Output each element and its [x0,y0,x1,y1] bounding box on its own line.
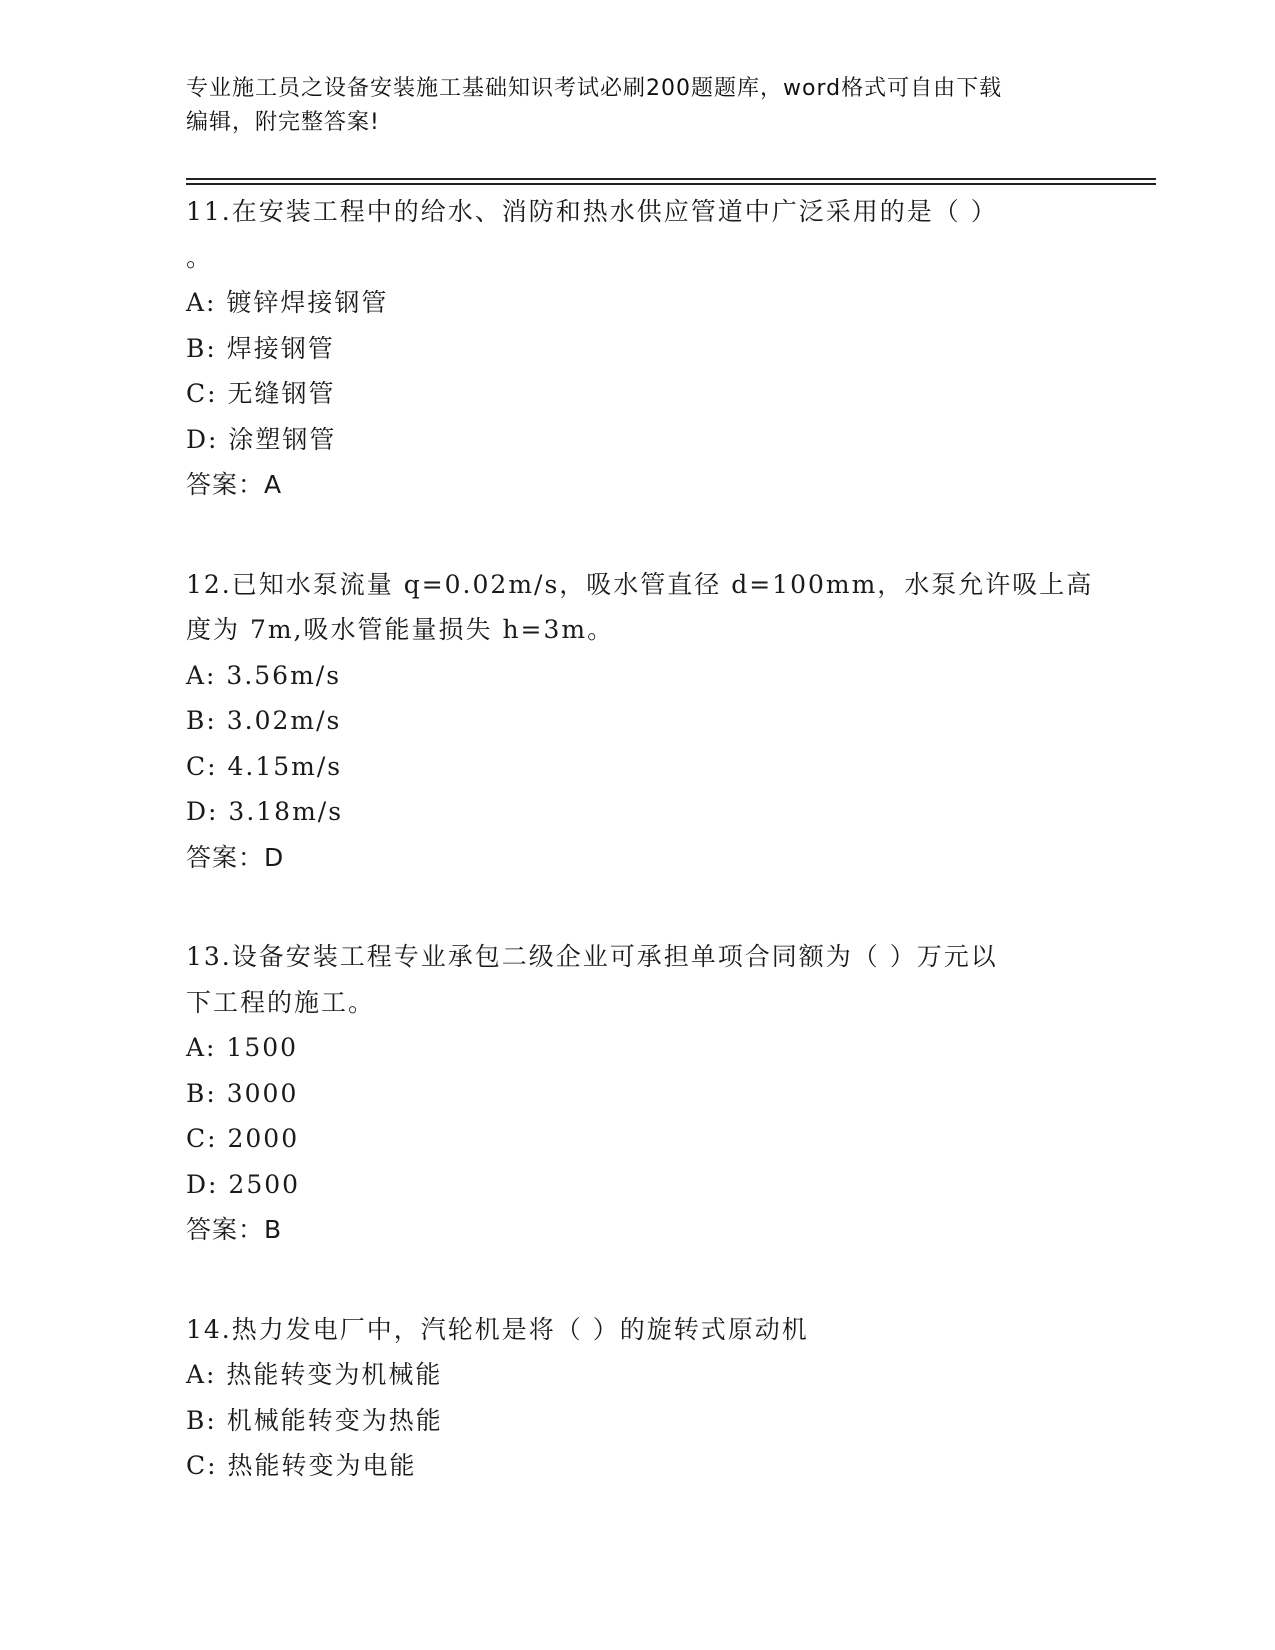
option-a: A: 1500 [186,1033,299,1062]
answer-line: 答案：D [186,842,285,872]
option-d: D: 3.18m/s [186,797,344,826]
question-stem-line: 下工程的施工。 [186,987,376,1017]
question-12 [186,562,1094,881]
question-stem-line: 度为 7m,吸水管能量损失 h=3m。 [186,615,615,644]
option-d: D: 涂塑钢管 [186,424,337,454]
option-c: C: 无缝钢管 [186,379,336,408]
option-d: D: 2500 [186,1169,301,1199]
option-c: C: 热能转变为电能 [186,1451,417,1480]
question-13 [186,934,1086,1253]
question-11 [186,189,1086,508]
header-title-line-1: 专业施工员之设备安装施工基础知识考试必刷200题题库，word格式可自由下载 [186,76,1003,101]
option-a: A: 热能转变为机械能 [186,1360,443,1389]
option-b: B: 3000 [186,1078,299,1108]
question-list [186,189,1094,1543]
header-divider-top [186,178,1156,180]
question-stem-line: 13.设备安装工程专业承包二级企业可承担单项合同额为（ ）万元以 [186,942,998,971]
option-a: A: 镀锌焊接钢管 [186,288,389,317]
answer-line: 答案：A [186,470,283,499]
question-stem-line: 。 [186,242,214,272]
question-14 [186,1307,1086,1489]
option-b: B: 3.02m/s [186,706,342,735]
option-c: C: 4.15m/s [186,751,343,781]
question-stem-line: 11.在安装工程中的给水、消防和热水供应管道中广泛采用的是（ ） [186,197,998,226]
question-stem-line: 14.热力发电厂中，汽轮机是将（ ）的旋转式原动机 [186,1314,809,1344]
option-c: C: 2000 [186,1124,300,1153]
document-header [186,72,1066,140]
question-stem-line: 12.已知水泵流量 q=0.02m/s，吸水管直径 d=100mm，水泵允许吸上高 [186,569,1094,599]
header-divider-bottom [186,183,1156,185]
option-a: A: 3.56m/s [186,660,342,690]
answer-line: 答案：B [186,1215,283,1244]
header-title-line-2: 编辑，附完整答案! [186,110,380,135]
option-b: B: 焊接钢管 [186,333,335,363]
option-b: B: 机械能转变为热能 [186,1405,443,1435]
